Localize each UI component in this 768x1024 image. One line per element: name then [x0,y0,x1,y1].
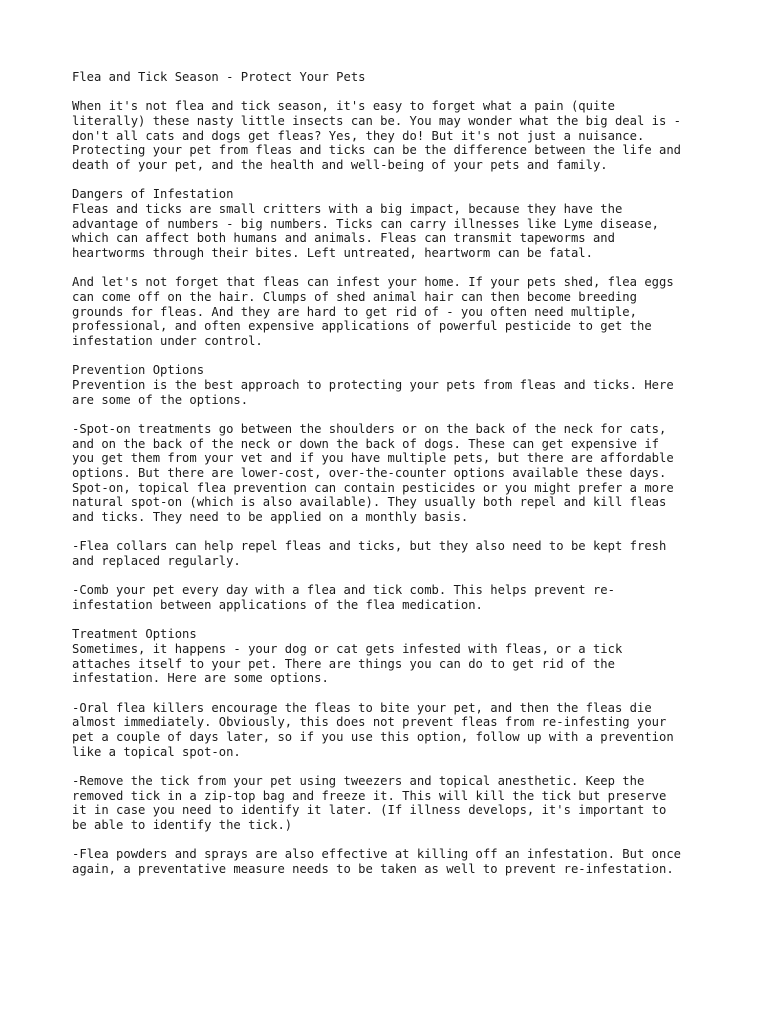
text-line: infestation under control. [72,334,263,349]
paragraph [72,627,712,686]
text-line: be able to identify the tick.) [72,818,293,833]
text-line: attaches itself to your pet. There are things you can do to get rid of the [72,656,615,671]
text-line: options. But there are lower-cost, over-the-counter options available these days. [72,466,667,481]
text-line: it in case you need to identify it later. (If illness develops, it's important to [72,803,667,818]
text-line: -Remove the tick from your pet using tweezers and topical anesthetic. Keep the [72,774,645,789]
document-paragraphs [72,99,712,877]
text-line: you get them from your vet and if you have multiple pets, but there are affordable [72,451,674,466]
text-line: Dangers of Infestation [72,187,234,202]
text-line: grounds for fleas. And they are hard to get rid of - you often need multiple, [72,304,637,319]
text-line: again, a preventative measure needs to be taken as well to prevent re-infestation. [72,862,674,877]
text-line: Prevention is the best approach to protecting your pets from fleas and ticks. Here [72,378,674,393]
document-title: Flea and Tick Season - Protect Your Pets [72,70,366,84]
text-line: When it's not flea and tick season, it's easy to forget what a pain (quite [72,99,615,114]
paragraph [72,99,712,172]
text-line: Protecting your pet from fleas and ticks can be the difference between the life and [72,143,682,158]
text-line: natural spot-on (which is also available). They usually both repel and kill fleas [72,495,667,510]
text-line: Spot-on, topical flea prevention can contain pesticides or you might prefer a more [72,480,674,495]
text-line: advantage of numbers - big numbers. Ticks can carry illnesses like Lyme disease, [72,216,659,231]
text-line: professional, and often expensive applications of powerful pesticide to get the [72,319,652,334]
text-line: and replaced regularly. [72,554,241,569]
paragraph [72,187,712,260]
text-line: are some of the options. [72,392,249,407]
text-line: removed tick in a zip-top bag and freeze it. This will kill the tick but preserve [72,788,667,803]
paragraph [72,701,712,760]
text-line: death of your pet, and the health and well-being of your pets and family. [72,158,608,173]
text-line: And let's not forget that fleas can infest your home. If your pets shed, flea eggs [72,275,674,290]
text-line: infestation between applications of the flea medication. [72,598,483,613]
text-line: infestation. Here are some options. [72,671,329,686]
text-line: like a topical spot-on. [72,744,241,759]
paragraph [72,422,712,525]
document-title-block [72,70,712,85]
text-line: heartworms through their bites. Left untreated, heartworm can be fatal. [72,246,593,261]
text-line: -Comb your pet every day with a flea and tick comb. This helps prevent re- [72,583,615,598]
paragraph [72,363,712,407]
text-line: and on the back of the neck or down the back of dogs. These can get expensive if [72,436,659,451]
text-line: can come off on the hair. Clumps of shed animal hair can then become breeding [72,290,637,305]
text-line: -Spot-on treatments go between the shoulders or on the back of the neck for cats, [72,422,667,437]
text-line: pet a couple of days later, so if you use this option, follow up with a prevention [72,730,674,745]
paragraph [72,774,712,833]
paragraph [72,583,712,612]
paragraph [72,275,712,348]
text-line: don't all cats and dogs get fleas? Yes, they do! But it's not just a nuisance. [72,128,645,143]
text-line: which can affect both humans and animals. Fleas can transmit tapeworms and [72,231,615,246]
text-line: literally) these nasty little insects can be. You may wonder what the big deal is - [72,113,682,128]
text-line: Treatment Options [72,627,197,642]
text-line: -Flea powders and sprays are also effective at killing off an infestation. But once [72,847,682,862]
document-body [72,70,712,891]
text-line: Prevention Options [72,363,205,378]
text-line: almost immediately. Obviously, this does not prevent fleas from re-infesting your [72,715,667,730]
text-line: Sometimes, it happens - your dog or cat gets infested with fleas, or a tick [72,642,623,657]
text-line: -Flea collars can help repel fleas and ticks, but they also need to be kept fresh [72,539,667,554]
paragraph [72,539,712,568]
paragraph [72,847,712,876]
text-line: and ticks. They need to be applied on a monthly basis. [72,510,469,525]
text-line: -Oral flea killers encourage the fleas to bite your pet, and then the fleas die [72,700,652,715]
text-line: Fleas and ticks are small critters with a big impact, because they have the [72,202,623,216]
